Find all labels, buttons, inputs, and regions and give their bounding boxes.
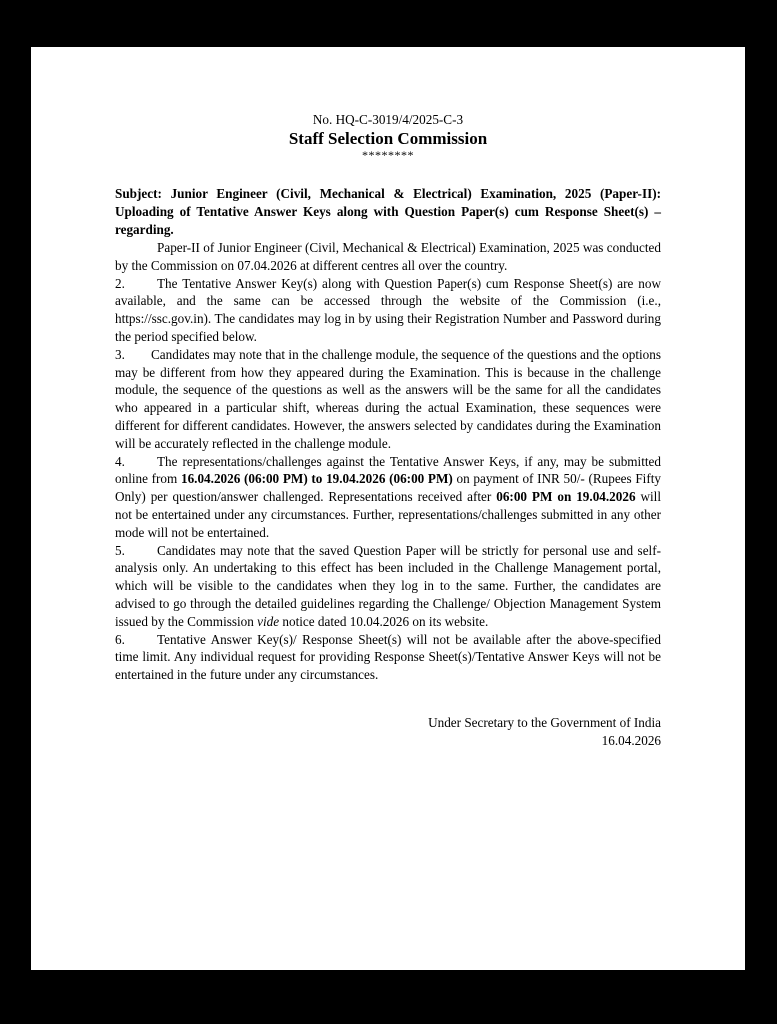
paragraph-4-text-b: on payment of INR 50/- (Rupees Fifty Only) per question/answer challenged. Representations received after: [115, 471, 661, 505]
paragraph-2-text: The Tentative Answer Key(s) along with Question Paper(s) cum Response Sheet(s) are now available, and the same can be accessed through the website of the Commission (i.e., https://ssc.gov.in). The candidates may log in by using their Registration Number and Password during the period specified below.: [115, 275, 661, 344]
paragraph-3-number: 3.: [115, 346, 125, 362]
paragraph-5-number: 5.: [115, 542, 125, 558]
reference-number: No. HQ-C-3019/4/2025-C-3: [312, 112, 464, 127]
paragraph-6: [115, 631, 661, 684]
paragraph-6-number: 6.: [115, 631, 125, 647]
paragraph-6-text: Tentative Answer Key(s)/ Response Sheet(s) will not be available after the above-specified time limit. Any individual request for providing Response Sheet(s)/Tentative Answer Keys will not be entertained in the future under any circumstances.: [115, 631, 661, 683]
notice-header: [115, 111, 661, 160]
paragraph-4-text-c: will not be entertained under any circumstances. Further, representations/challenges submitted in any other mode will not be entertained.: [115, 489, 662, 540]
paragraph-5: [115, 542, 661, 631]
paragraph-1: Paper-II of Junior Engineer (Civil, Mechanical & Electrical) Examination, 2025 was conducted by the Commission on 07.04.2026 at different centres all over the country.: [115, 240, 661, 273]
notice-page: [31, 47, 745, 970]
signature-date: 16.04.2026: [601, 732, 661, 748]
paragraph-2: [115, 275, 661, 346]
paragraph-3: [115, 346, 661, 453]
paragraph-4-number: 4.: [115, 453, 125, 469]
signature-block: [115, 714, 661, 750]
challenge-window-dates: 16.04.2026 (06:00 PM) to 19.04.2026 (06:00 PM): [180, 471, 453, 487]
subject-line: Subject: Junior Engineer (Civil, Mechanical & Electrical) Examination, 2025 (Paper-II): Uploading of Tentative Answer Keys along with Question Paper(s) cum Response Sheet(s) – regarding.: [115, 186, 661, 237]
paragraph-4: [115, 453, 661, 542]
paragraph-3-text: Candidates may note that in the challenge module, the sequence of the questions and the options may be different from how they appeared during the Examination. This is because in the challenge module, the sequence of the questions as well as the answers will be the same for all the candidates who appeared in a particular shift, whereas during the actual Examination, these sequences were different for different candidates. However, the answers selected by candidates during the Examination will be accurately reflected in the challenge module.: [115, 346, 661, 451]
paragraph-5-text-b: notice dated 10.04.2026 on its website.: [279, 613, 489, 629]
challenge-deadline: 06:00 PM on 19.04.2026: [496, 489, 636, 505]
paragraph-4-text-a: The representations/challenges against the Tentative Answer Keys, if any, may be submitted online from: [115, 453, 661, 487]
signatory-designation: Under Secretary to the Government of India: [428, 714, 661, 730]
header-separator: ********: [362, 148, 414, 162]
paragraph-5-text-a: Candidates may note that the saved Question Paper will be strictly for personal use and self-analysis only. An undertaking to this effect has been included in the Challenge Management portal, which will be visible to the candidates when they log in to the same. Further, the candidates are advised to go through the detailed guidelines regarding the Challenge/ Objection Management System issued by the Commission: [115, 542, 661, 629]
paragraph-2-number: 2.: [115, 275, 125, 291]
organization-name: Staff Selection Commission: [288, 129, 488, 148]
paragraph-5-italic: vide: [257, 613, 280, 629]
